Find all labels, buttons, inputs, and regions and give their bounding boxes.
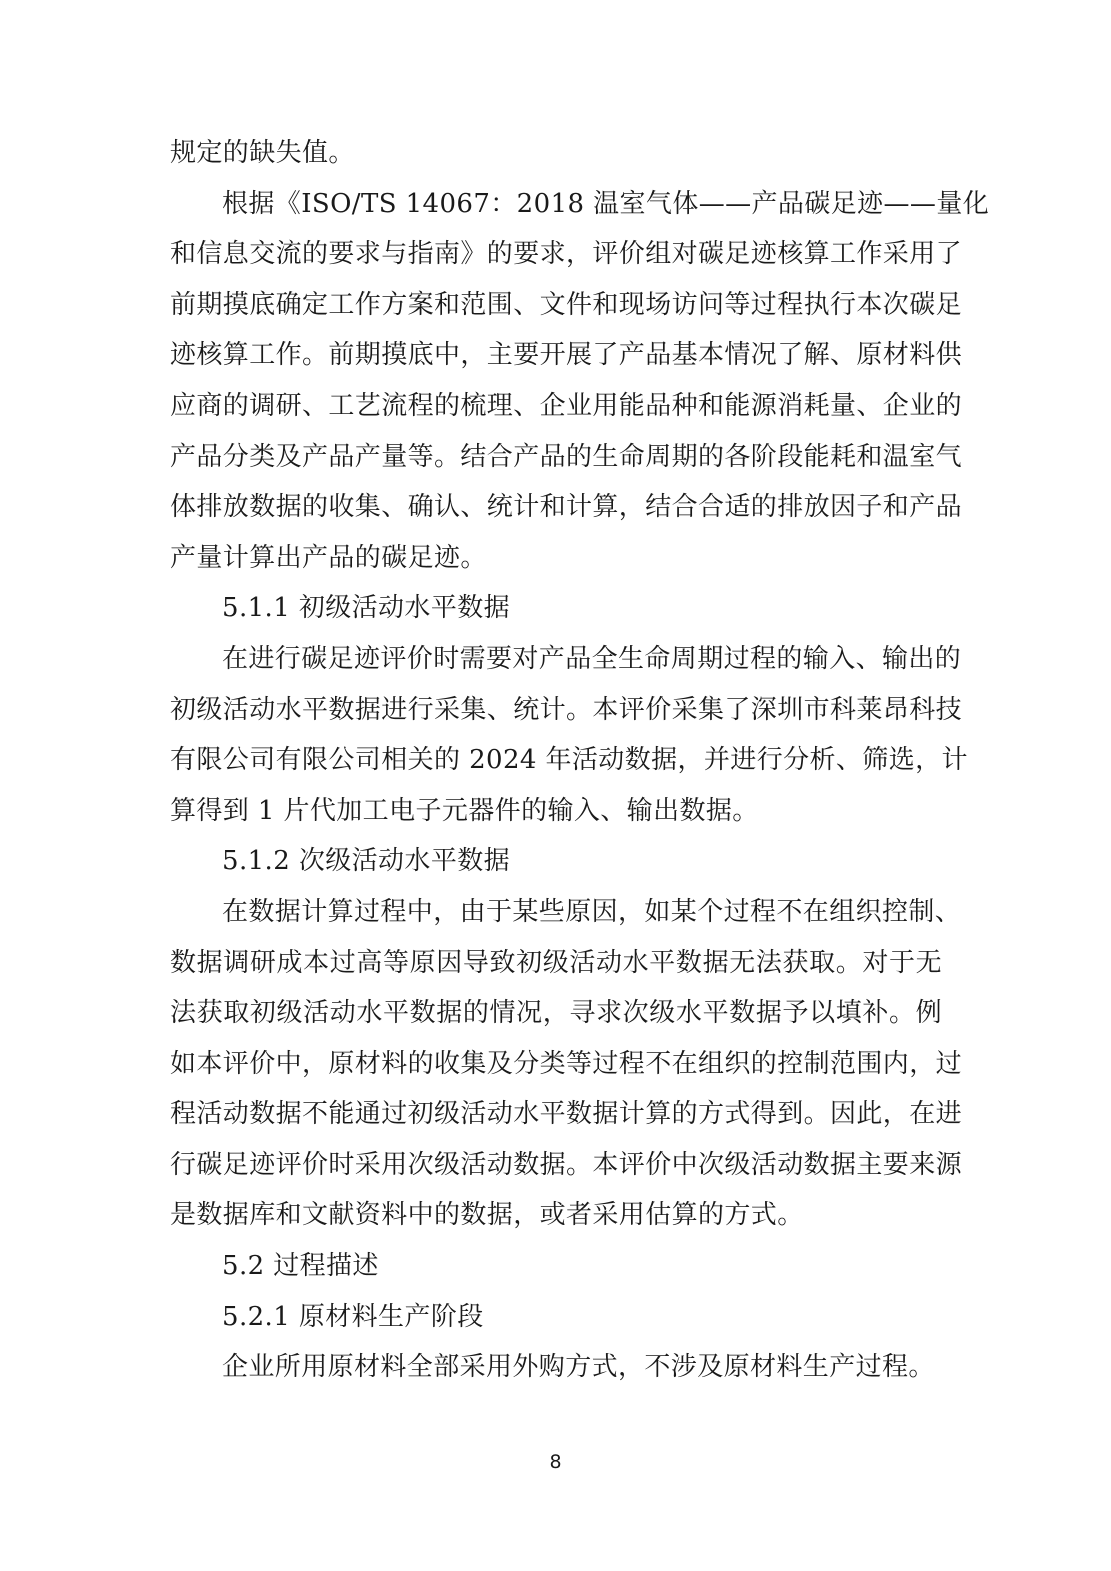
text-line: 程活动数据不能通过初级活动水平数据计算的方式得到。因此，在进 <box>170 1099 963 1130</box>
section-heading: 5.1.1 初级活动水平数据 <box>222 593 511 624</box>
text-line: 行碳足迹评价时采用次级活动数据。本评价中次级活动数据主要来源 <box>170 1149 963 1180</box>
text-line: 产品分类及产品产量等。结合产品的生命周期的各阶段能耗和温室气 <box>170 441 963 472</box>
text-line: 产量计算出产品的碳足迹。 <box>170 542 487 573</box>
text-line: 在数据计算过程中，由于某些原因，如某个过程不在组织控制、 <box>222 896 962 927</box>
text-line: 和信息交流的要求与指南》的要求，评价组对碳足迹核算工作采用了 <box>170 239 963 270</box>
section-heading: 5.2.1 原材料生产阶段 <box>222 1301 484 1332</box>
text-line: 前期摸底确定工作方案和范围、文件和现场访问等过程执行本次碳足 <box>170 289 963 320</box>
text-line: 法获取初级活动水平数据的情况，寻求次级水平数据予以填补。例 <box>170 998 942 1029</box>
text-line: 有限公司有限公司相关的 2024 年活动数据，并进行分析、筛选，计 <box>170 745 968 776</box>
text-line: 是数据库和文献资料中的数据，或者采用估算的方式。 <box>170 1200 804 1231</box>
text-line: 规定的缺失值。 <box>170 138 355 168</box>
section-heading: 5.1.2 次级活动水平数据 <box>222 846 511 877</box>
section-heading: 5.2 过程描述 <box>222 1251 379 1282</box>
text-line: 算得到 1 片代加工电子元器件的输入、输出数据。 <box>170 795 759 826</box>
text-line: 体排放数据的收集、确认、统计和计算，结合合适的排放因子和产品 <box>170 492 963 523</box>
text-line: 企业所用原材料全部采用外购方式，不涉及原材料生产过程。 <box>222 1352 935 1383</box>
page-number: 8 <box>549 1451 562 1473</box>
text-line: 根据《ISO/TS 14067：2018 温室气体——产品碳足迹——量化 <box>222 188 990 219</box>
text-line: 初级活动水平数据进行采集、统计。本评价采集了深圳市科莱昂科技 <box>170 694 963 725</box>
text-line: 如本评价中，原材料的收集及分类等过程不在组织的控制范围内，过 <box>170 1048 963 1079</box>
text-line: 数据调研成本过高等原因导致初级活动水平数据无法获取。对于无 <box>170 947 942 978</box>
text-line: 在进行碳足迹评价时需要对产品全生命周期过程的输入、输出的 <box>222 643 962 674</box>
text-line: 应商的调研、工艺流程的梳理、企业用能品种和能源消耗量、企业的 <box>170 390 963 421</box>
body-text <box>170 128 990 1393</box>
text-line: 迹核算工作。前期摸底中，主要开展了产品基本情况了解、原材料供 <box>170 340 963 371</box>
